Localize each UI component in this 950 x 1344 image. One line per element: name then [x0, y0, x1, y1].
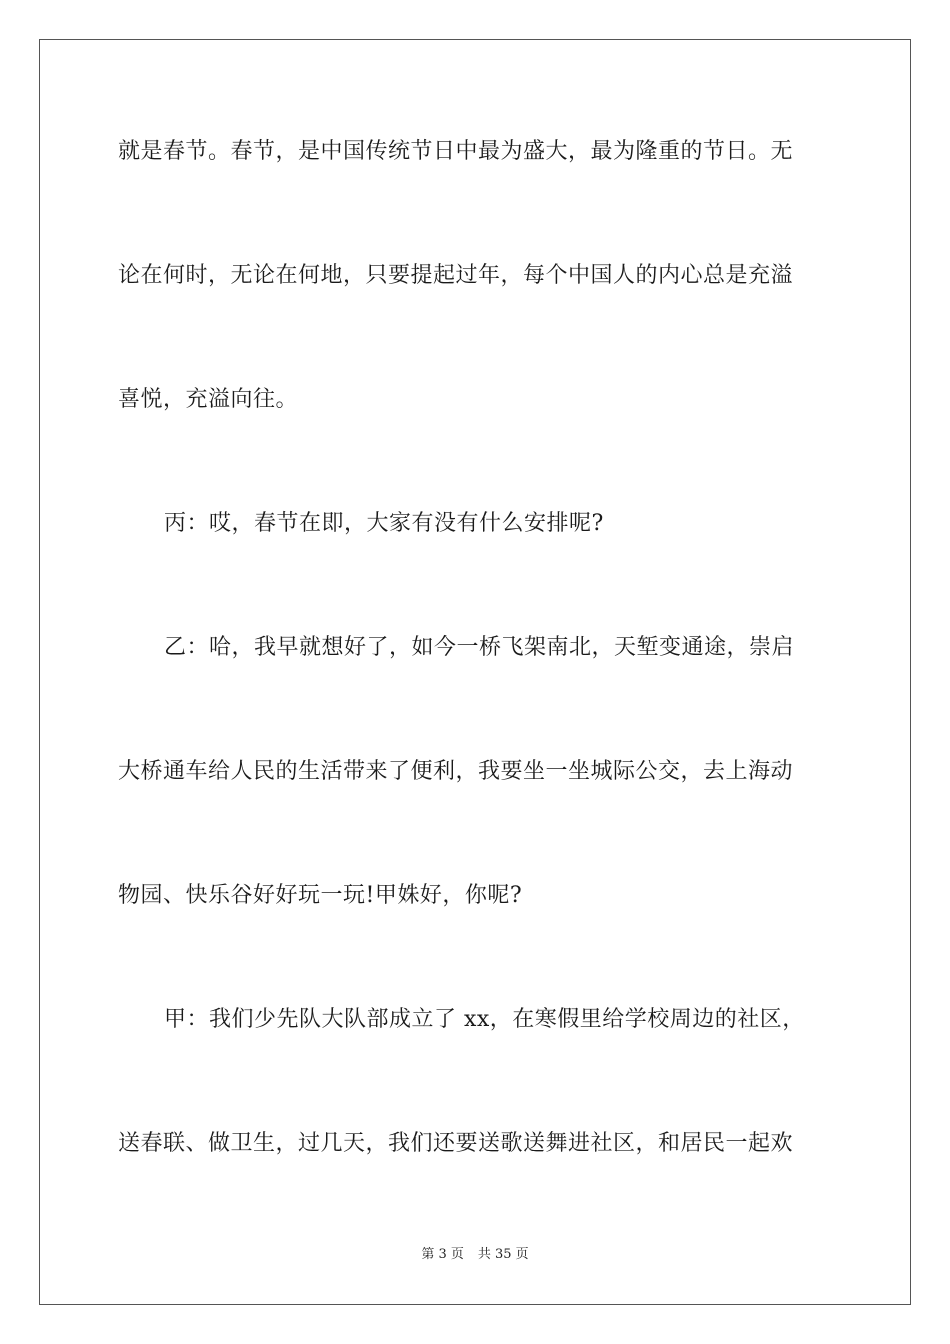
paragraph-line: 就是春节。春节，是中国传统节日中最为盛大，最为隆重的节日。无	[118, 139, 794, 164]
paragraph-line: 送春联、做卫生，过几天，我们还要送歌送舞进社区，和居民一起欢	[118, 1131, 794, 1156]
paragraph-line: 论在何时，无论在何地，只要提起过年，每个中国人的内心总是充溢	[118, 263, 794, 288]
paragraph-line: 物园、快乐谷好好玩一玩!甲姝好，你呢?	[118, 883, 523, 908]
page-number: 第 3 页	[421, 1247, 464, 1262]
page-footer	[0, 1246, 950, 1264]
paragraph-line: 喜悦，充溢向往。	[118, 387, 299, 412]
dialogue-line-bing: 丙：哎，春节在即，大家有没有什么安排呢?	[164, 511, 604, 536]
page-frame	[39, 39, 911, 1305]
total-pages: 共 35 页	[477, 1247, 529, 1262]
dialogue-line-yi: 乙：哈，我早就想好了，如今一桥飞架南北，天堑变通途，崇启	[164, 635, 795, 660]
dialogue-line-jia: 甲：我们少先队大队部成立了 xx，在寒假里给学校周边的社区，	[164, 1007, 805, 1032]
paragraph-line: 大桥通车给人民的生活带来了便利，我要坐一坐城际公交，去上海动	[118, 759, 794, 784]
